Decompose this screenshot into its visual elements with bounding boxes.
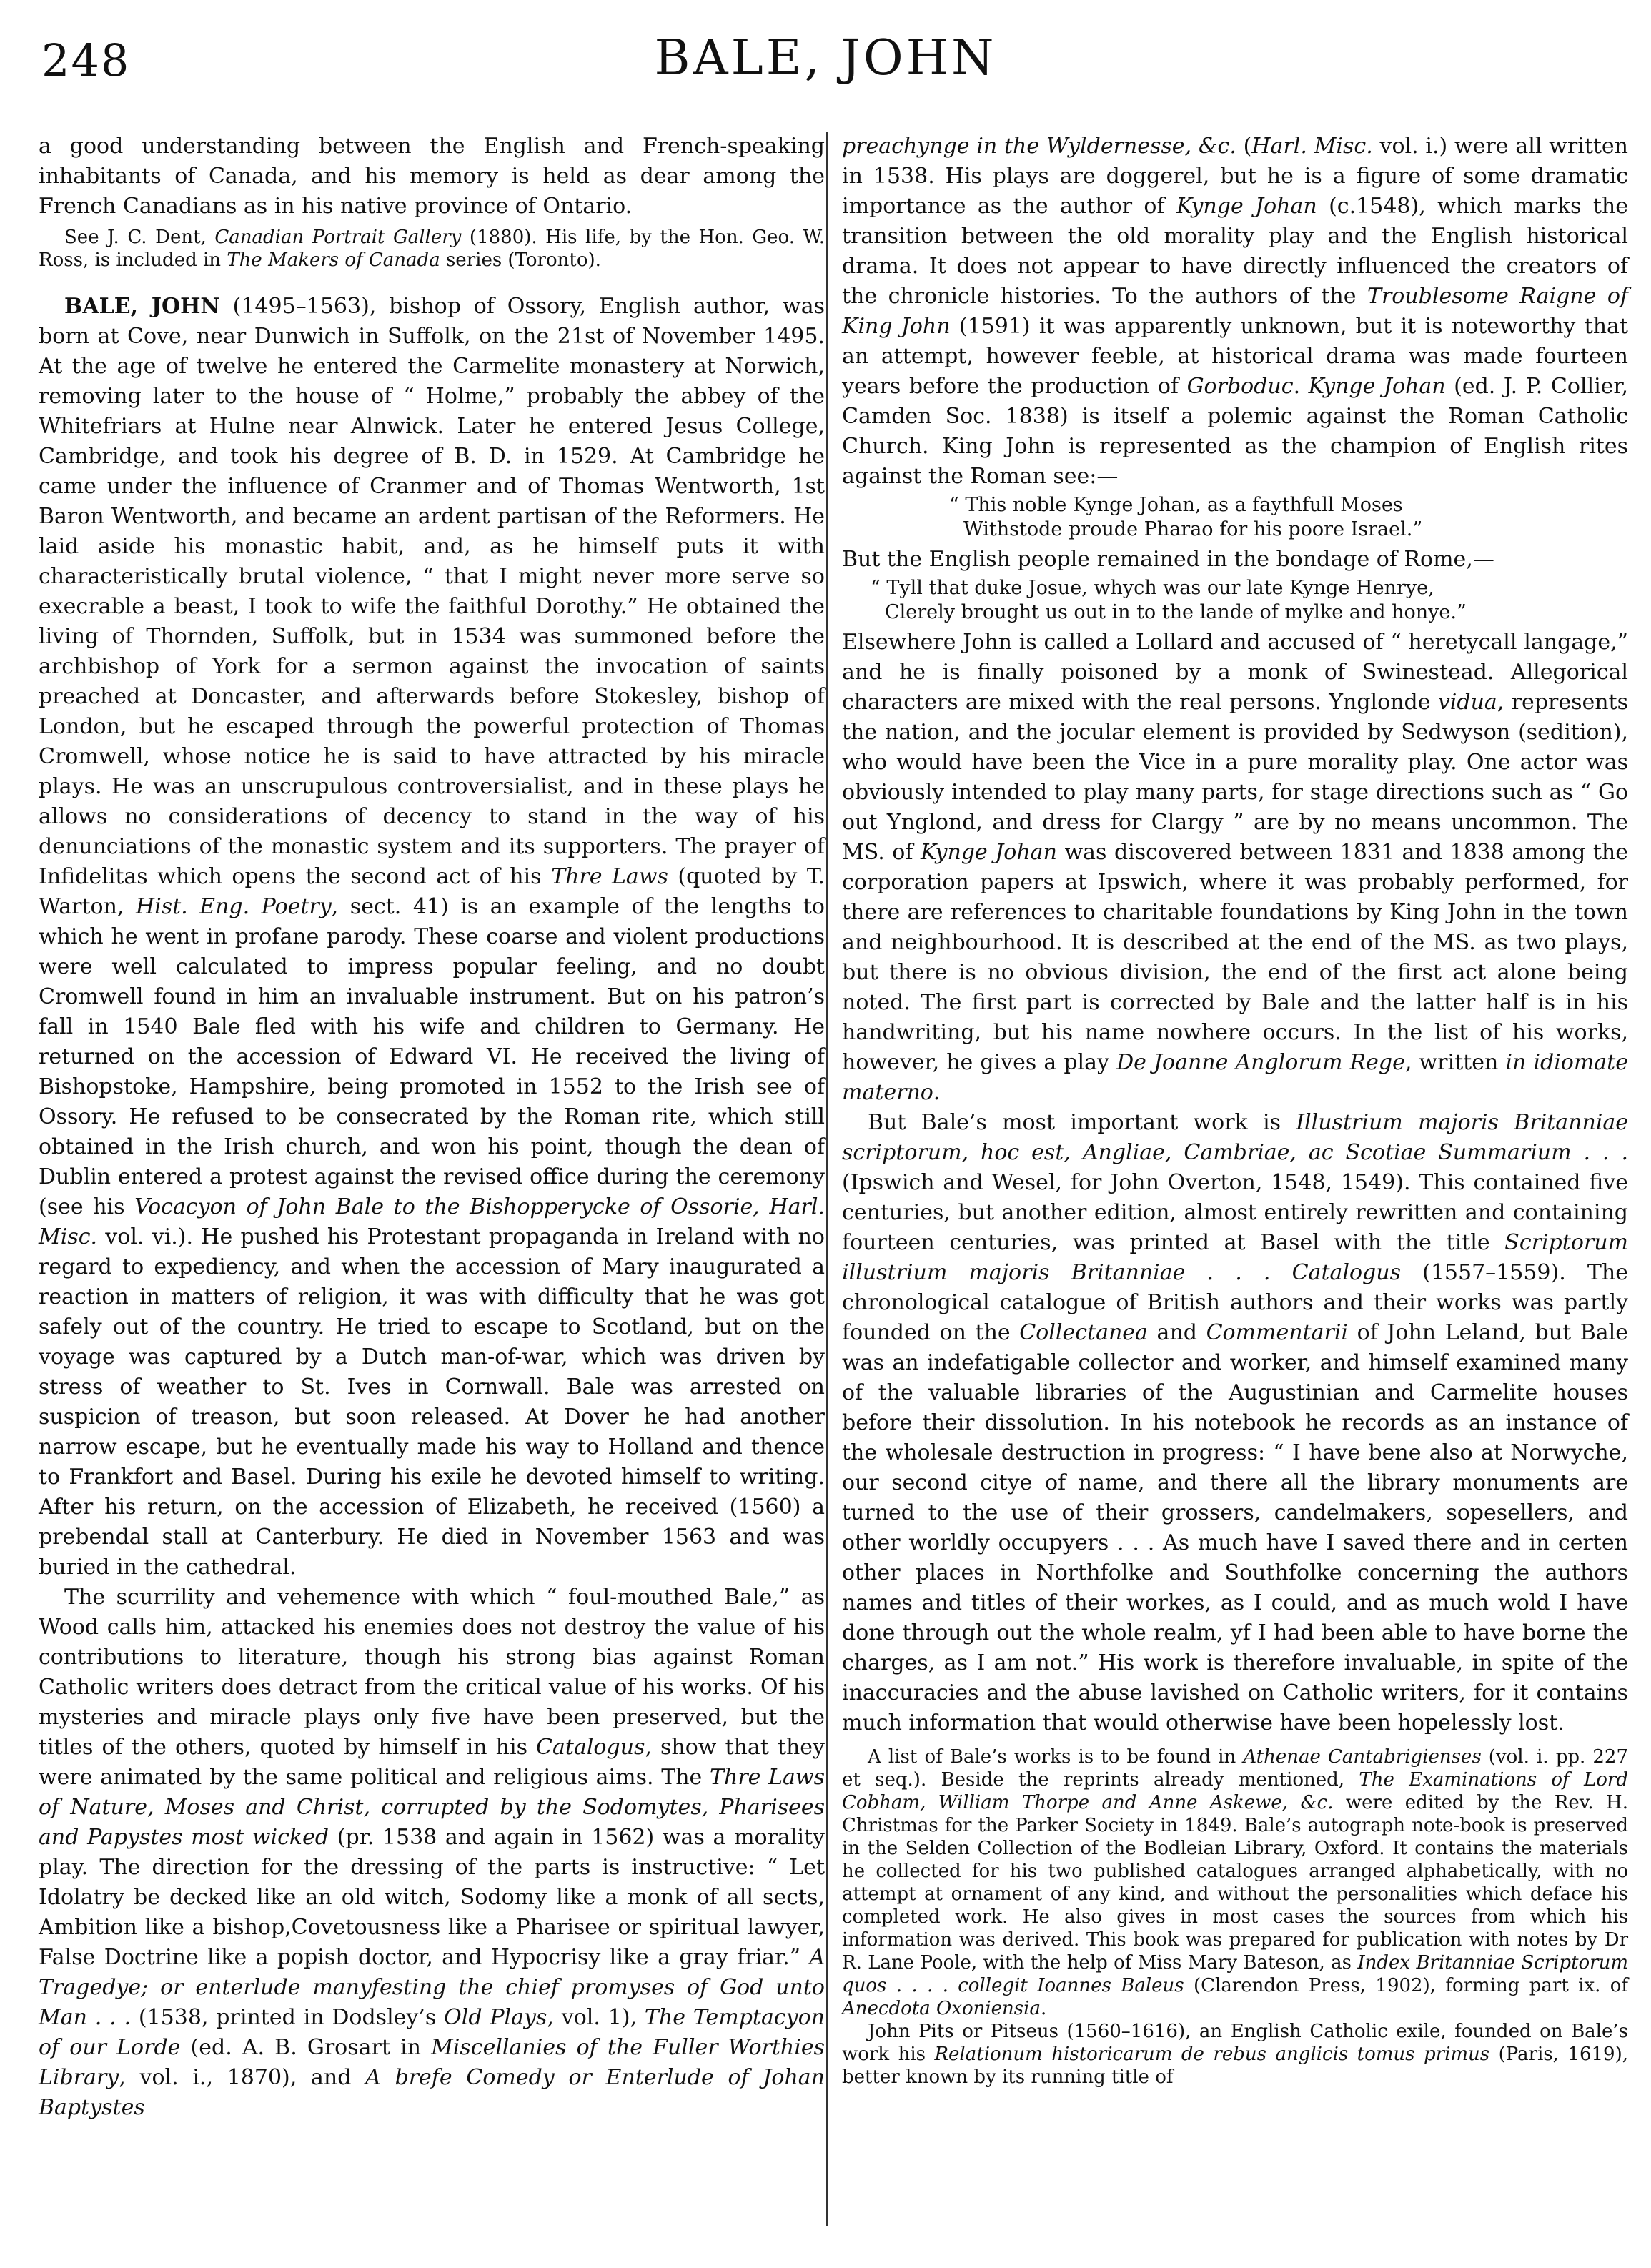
paragraph-bondage: But the English people remained in the bondage of Rome,— — [842, 547, 1494, 572]
verse-line: Clerely brought us out in to the lande of mylke and honye.” — [885, 601, 1467, 623]
paragraph-lollard: Elsewhere John is called a Lollard and accused of “ heretycall langage,” and he is finally poisoned by a monk of Swinestead. Allegorical characters are mixed with the real persons. Ynglonde vidua, represents the nation, and the jocular element is provided by Sedwyson (sedition), who would have been the Vice in a pure morality play. One actor was obviously intended to play many parts, for stage directions such as “ Go out Ynglond, and dress for Clargy ” are by no means uncommon. The MS. of Kynge Johan was discovered between 1831 and 1838 among the corporation papers at Ipswich, where it was probably performed, for there are references to charitable foundations by King John in the town and neighbourhood. It is described at the end of the MS. as two plays, but there is no obvious division, the end of the first act alone being noted. The first part is corrected by Bale and the latter half is in his handwriting, but his name nowhere occurs. In the list of his works, however, he gives a play De Joanne Anglorum Rege, written in idiomate materno. — [842, 630, 1629, 1105]
paragraph-summarium: But Bale’s most important work is Illustrium majoris Britanniae scriptorum, hoc est, Angliae, Cambriae, ac Scotiae Summarium . . . (Ipswich and Wesel, for John Overton, 1548, 1549). This contained five centuries, but another edition, almost entirely rewritten and containing fourteen centuries, was printed at Basel with the title Scriptorum illustrium majoris Britanniae . . . Catalogus (1557–1559). The chronological catalogue of British authors and their works was partly founded on the Collectanea and Commentarii of John Leland, but Bale was an indefatigable collector and worker, and himself examined many of the valuable libraries of the Augustinian and Carmelite houses before their dissolution. In his notebook he records as an instance of the wholesale destruction in progress: “ I have bene also at Norwyche, our second citye of name, and there all the library monuments are turned to the use of their grossers, candelmakers, sopesellers, and other worldly occupyers . . . As much have I saved there and in certen other places in Northfolke and Southfolke concerning the authors names and titles of their workes, as I could, and as much wold I have done through out the whole realm, yf I had been able to have borne the charges, as I am not.” His work is therefore invaluable, in spite of the inaccuracies and the abuse lavished on Catholic writers, for it contains much information that would otherwise have been hopelessly lost. — [842, 1110, 1629, 1735]
page-title: BALE, JOHN — [654, 30, 997, 86]
verse-line: “ Tyll that duke Josue, whych was our late Kynge Henrye, — [871, 577, 1434, 599]
column-divider — [826, 132, 828, 2226]
verse-line: “ This noble Kynge Johan, as a faythfull Moses — [949, 494, 1403, 516]
verse-quote-josue — [842, 576, 1628, 625]
paragraph-canada: a good understanding between the English and French-speaking inhabitants of Canada, and his memory is held as dear among the French Canadians as in his native province of Ontario. — [39, 134, 825, 219]
right-column — [842, 132, 1628, 2089]
entry-heading: BALE, JOHN — [64, 294, 220, 319]
paragraph-bale-bio: BALE, JOHN (1495–1563), bishop of Ossory, English author, was born at Cove, near Dunwich in Suffolk, on the 21st of November 1495. At the age of twelve he entered the Carmelite monastery at Norwich, removing later to the house of “ Holme,” probably the abbey of the Whitefriars at Hulne near Alnwick. Later he entered Jesus College, Cambridge, and took his degree of B. D. in 1529. At Cambridge he came under the influence of Cranmer and of Thomas Wentworth, 1st Baron Wentworth, and became an ardent partisan of the Reformers. He laid aside his monastic habit, and, as he himself puts it with characteristically brutal violence, “ that I might never more serve so execrable a beast, I took to wife the faithful Dorothy.” He obtained the living of Thornden, Suffolk, but in 1534 was summoned before the archbishop of York for a sermon against the invocation of saints preached at Doncaster, and afterwards before Stokesley, bishop of London, but he escaped through the powerful protection of Thomas Cromwell, whose notice he is said to have attracted by his miracle plays. He was an unscrupulous controversialist, and in these plays he allows no considerations of decency to stand in the way of his denunciations of the monastic system and its supporters. The prayer of Infidelitas which opens the second act of his Thre Laws (quoted by T. Warton, Hist. Eng. Poetry, sect. 41) is an example of the lengths to which he went in profane parody. These coarse and violent productions were well calculated to impress popular feeling, and no doubt Cromwell found in him an invaluable instrument. But on his patron’s fall in 1540 Bale fled with his wife and children to Germany. He returned on the accession of Edward VI. He received the living of Bishopstoke, Hampshire, being promoted in 1552 to the Irish see of Ossory. He refused to be consecrated by the Roman rite, which still obtained in the Irish church, and won his point, though the dean of Dublin entered a protest against the revised office during the ceremony (see his Vocacyon of John Bale to the Bishopperycke of Ossorie, Harl. Misc. vol. vi.). He pushed his Protestant propaganda in Ireland with no regard to expediency, and when the accession of Mary inaugurated a reaction in matters of religion, it was with difficulty that he was got safely out of the country. He tried to escape to Scotland, but on the voyage was captured by a Dutch man-of-war, which was driven by stress of weather to St. Ives in Cornwall. Bale was arrested on suspicion of treason, but soon released. At Dover he had another narrow escape, but he eventually made his way to Holland and thence to Frankfort and Basel. During his exile he devoted himself to writing. After his return, on the accession of Elizabeth, he received (1560) a prebendal stall at Canterbury. He died in November 1563 and was buried in the cathedral. — [39, 294, 826, 1580]
verse-quote-moses — [842, 493, 1628, 542]
note-pits: John Pits or Pitseus (1560–1616), an English Catholic exile, founded on Bale’s work his Relationum historicarum de rebus anglicis tomus primus (Paris, 1619), better known by its running title of — [842, 2021, 1629, 2088]
note-works-list: A list of Bale’s works is to be found in Athenae Cantabrigienses (vol. i. pp. 227 et seq.). Beside the reprints already mentioned, The Examinations of Lord Cobham, William Thorpe and Anne Askewe, &c. were edited by the Rev. H. Christmas for the Parker Society in 1849. Bale’s autograph note-book is preserved in the Selden Collection of the Bodleian Library, Oxford. It contains the materials he collected for his two published catalogues arranged alphabetically, with no attempt at ornament of any kind, and without the personalities which deface his completed work. He also gives in most cases the sources from which his information was derived. This book was prepared for publication with notes by Dr R. Lane Poole, with the help of Miss Mary Bateson, as Index Britanniae Scriptorum quos . . . . collegit Ioannes Baleus (Clarendon Press, 1902), forming part ix. of Anecdota Oxoniensia. — [842, 1746, 1629, 2019]
verse-line: Withstode proude Pharao for his poore Israel.” — [963, 518, 1423, 540]
left-column — [39, 132, 825, 2123]
page-number: 248 — [41, 34, 131, 86]
note-dent: See J. C. Dent, Canadian Portrait Gallery (1880). His life, by the Hon. Geo. W. Ross, is included in The Makers of Canada series (Toronto). — [39, 227, 825, 271]
paragraph-kynge-johan: preachynge in the Wyldernesse, &c. (Harl. Misc. vol. i.) were all written in 1538. His plays are doggerel, but he is a figure of some dramatic importance as the author of Kynge Johan (c.1548), which marks the transition between the old morality play and the English historical drama. It does not appear to have directly influenced the creators of the chronicle histories. To the authors of the Troublesome Raigne of King John (1591) it was apparently unknown, but it is noteworthy that an attempt, however feeble, at historical drama was made fourteen years before the production of Gorboduc. Kynge Johan (ed. J. P. Collier, Camden Soc. 1838) is itself a polemic against the Roman Catholic Church. King John is represented as the champion of English rites against the Roman see:— — [842, 134, 1629, 489]
paragraph-scurrility: The scurrility and vehemence with which “ foul-mouthed Bale,” as Wood calls him, attacked his enemies does not destroy the value of his contributions to literature, though his strong bias against Roman Catholic writers does detract from the critical value of his works. Of his mysteries and miracle plays only five have been preserved, but the titles of the others, quoted by himself in his Catalogus, show that they were animated by the same political and religious aims. The Thre Laws of Nature, Moses and Christ, corrupted by the Sodomytes, Pharisees and Papystes most wicked (pr. 1538 and again in 1562) was a morality play. The direction for the dressing of the parts is instructive: “ Let Idolatry be decked like an old witch, Sodomy like a monk of all sects, Ambition like a bishop,Covetousness like a Pharisee or spiritual lawyer, False Doctrine like a popish doctor, and Hypocrisy like a gray friar.” A Tragedye; or enterlude manyfesting the chief promyses of God unto Man . . . (1538, printed in Dodsley’s Old Plays, vol. 1), The Temptacyon of our Lorde (ed. A. B. Grosart in Miscellanies of the Fuller Worthies Library, vol. i., 1870), and A brefe Comedy or Enterlude of Johan Baptystes — [39, 1585, 826, 2120]
